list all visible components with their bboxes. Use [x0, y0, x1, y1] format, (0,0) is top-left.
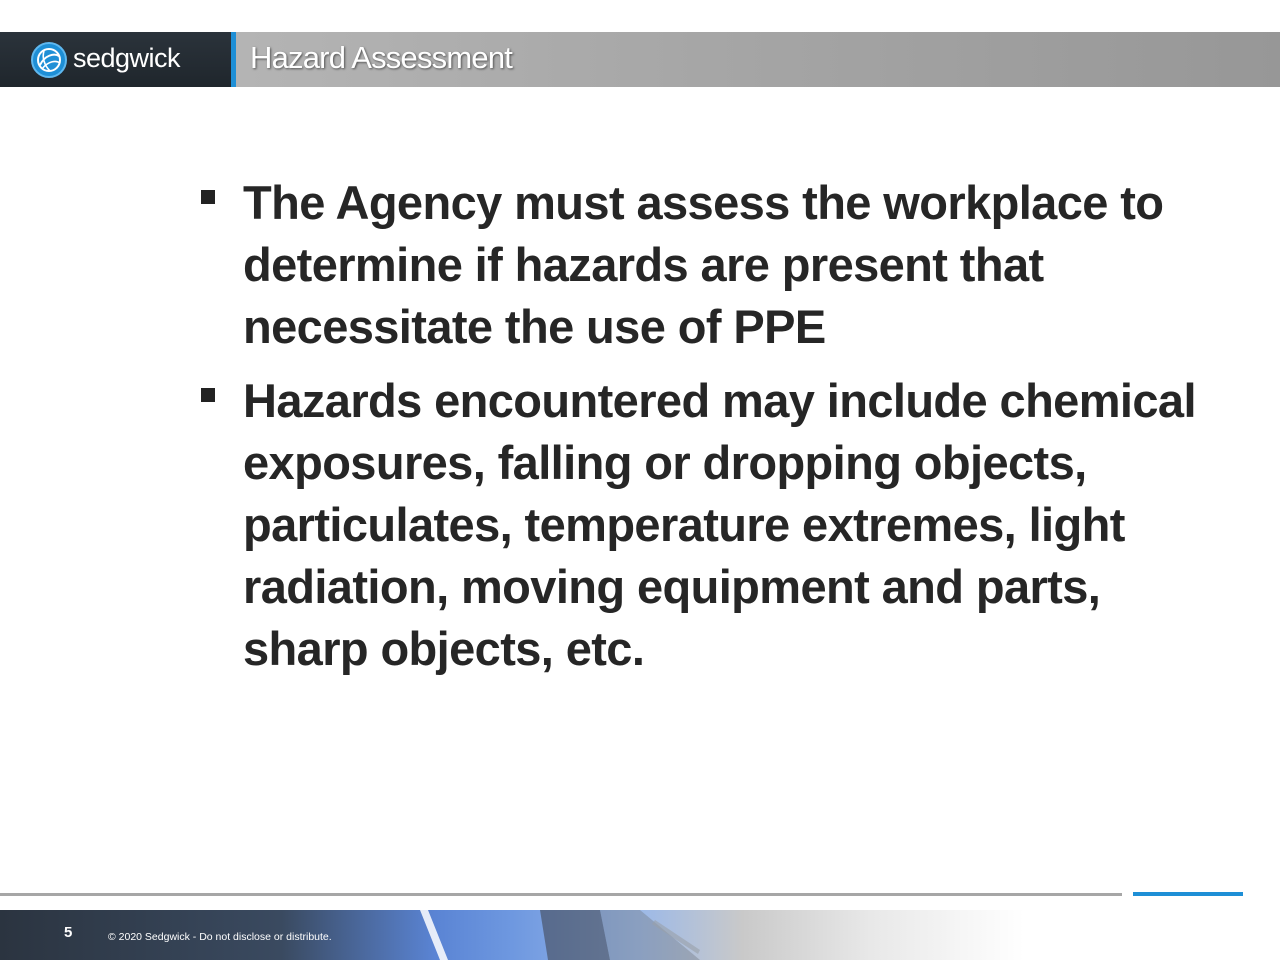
slide-title: Hazard Assessment	[250, 40, 513, 75]
header-title-bar	[236, 32, 1280, 87]
bullet-item	[195, 172, 1235, 358]
square-bullet-icon	[201, 388, 215, 402]
square-bullet-icon	[201, 190, 215, 204]
logo-text: sedgwick	[73, 43, 181, 73]
footer-divider-blue	[1133, 892, 1243, 896]
bullet-item	[195, 370, 1235, 680]
footer-divider-gray	[0, 893, 1122, 896]
bullet-text: Hazards encountered may include chemical exposures, falling or dropping objects, particulates, temperature extremes, light radiation, moving equipment and parts, sharp objects, etc.	[243, 374, 1196, 675]
bullet-list	[195, 172, 1235, 680]
footer-band	[0, 910, 1280, 960]
copyright-notice: © 2020 Sedgwick - Do not disclose or distribute.	[108, 931, 332, 943]
bullet-text: The Agency must assess the workplace to determine if hazards are present that necessitate the use of PPE	[243, 176, 1164, 353]
page-number: 5	[64, 924, 73, 941]
slide-header	[0, 32, 1280, 87]
globe-logo-icon	[30, 41, 68, 79]
sedgwick-logo	[0, 32, 231, 87]
